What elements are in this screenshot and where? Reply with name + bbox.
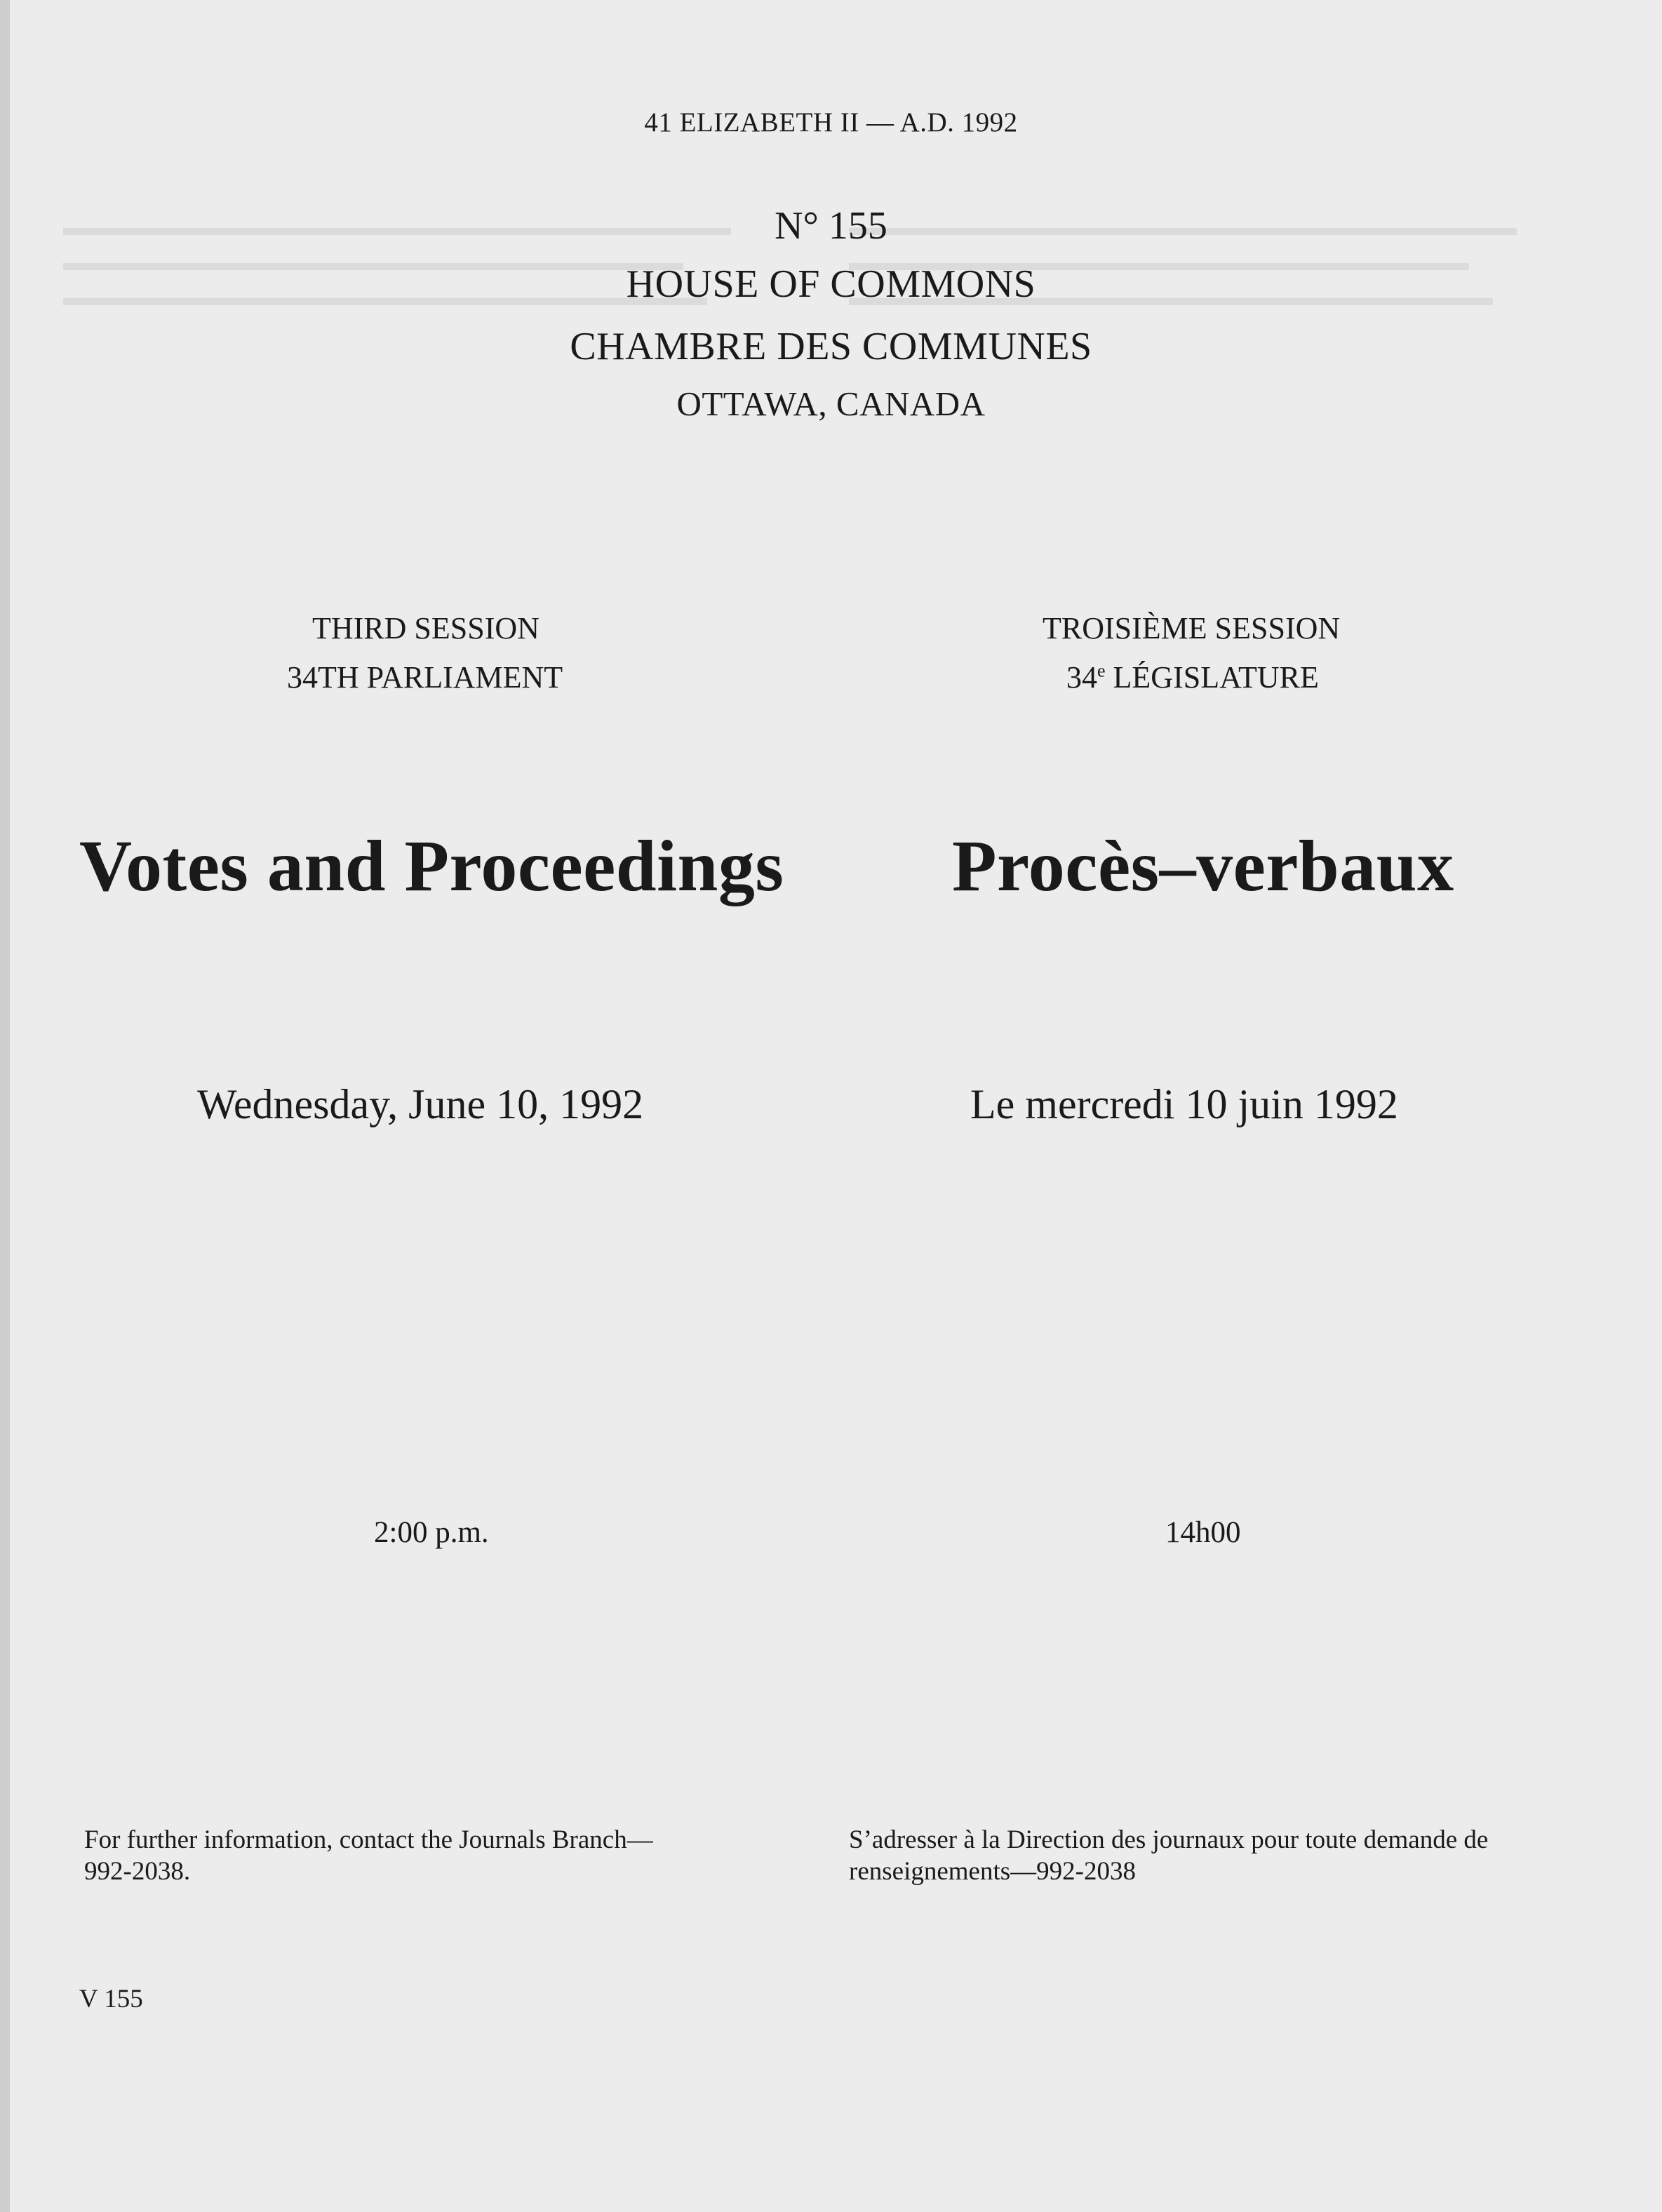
contact-en-line2: 992-2038. [84,1857,191,1886]
house-name-en: HOUSE OF COMMONS [626,262,1036,306]
session-fr: TROISIÈME SESSION [1043,611,1341,645]
title-en: Votes and Proceedings [79,826,784,906]
city-line: OTTAWA, CANADA [676,384,986,423]
show-through-right: ▬▬▬▬▬▬▬▬▬▬▬▬▬▬▬▬▬▬▬▬▬▬▬▬▬▬▬▬ ▬▬▬▬▬▬▬▬▬▬▬▬▬▬▬▬▬▬▬▬▬▬▬▬▬▬ ▬▬▬▬▬▬▬▬▬▬▬▬▬▬▬▬▬▬▬▬▬▬▬▬▬▬▬ [849,215,1517,311]
sitting-time-fr: 14h00 [1165,1516,1241,1549]
volume-code: V 155 [79,1985,143,2013]
contact-info-fr [849,1824,1564,1887]
show-through-left: ▬▬▬▬▬▬▬▬▬▬▬▬▬▬▬▬▬▬▬▬▬▬▬▬▬▬▬▬ ▬▬▬▬▬▬▬▬▬▬▬▬▬▬▬▬▬▬▬▬▬▬▬▬▬▬ ▬▬▬▬▬▬▬▬▬▬▬▬▬▬▬▬▬▬▬▬▬▬▬▬▬▬▬ [63,215,731,311]
contact-fr-line1: S’adresser à la Direction des journaux pour toute demande de [849,1825,1489,1854]
parliament-fr-superscript: e [1097,660,1106,681]
contact-en-line1: For further information, contact the Journals Branch— [84,1825,653,1854]
session-en: THIRD SESSION [312,611,540,645]
house-name-fr: CHAMBRE DES COMMUNES [570,325,1092,368]
parliament-fr-word: LÉGISLATURE [1113,660,1319,695]
date-en: Wednesday, June 10, 1992 [197,1081,644,1127]
sitting-time-en: 2:00 p.m. [374,1516,489,1549]
parliament-fr-number: 34 [1066,660,1097,695]
parliament-en: 34TH PARLIAMENT [287,660,563,695]
parliament-fr [1066,659,1319,695]
date-fr: Le mercredi 10 juin 1992 [970,1081,1398,1127]
issue-number: N° 155 [775,204,887,248]
contact-info-en [84,1824,786,1887]
regnal-year-line: 41 ELIZABETH II — A.D. 1992 [644,107,1018,138]
contact-fr-line2: renseignements—992-2038 [849,1857,1136,1886]
title-fr: Procès–verbaux [952,826,1454,906]
